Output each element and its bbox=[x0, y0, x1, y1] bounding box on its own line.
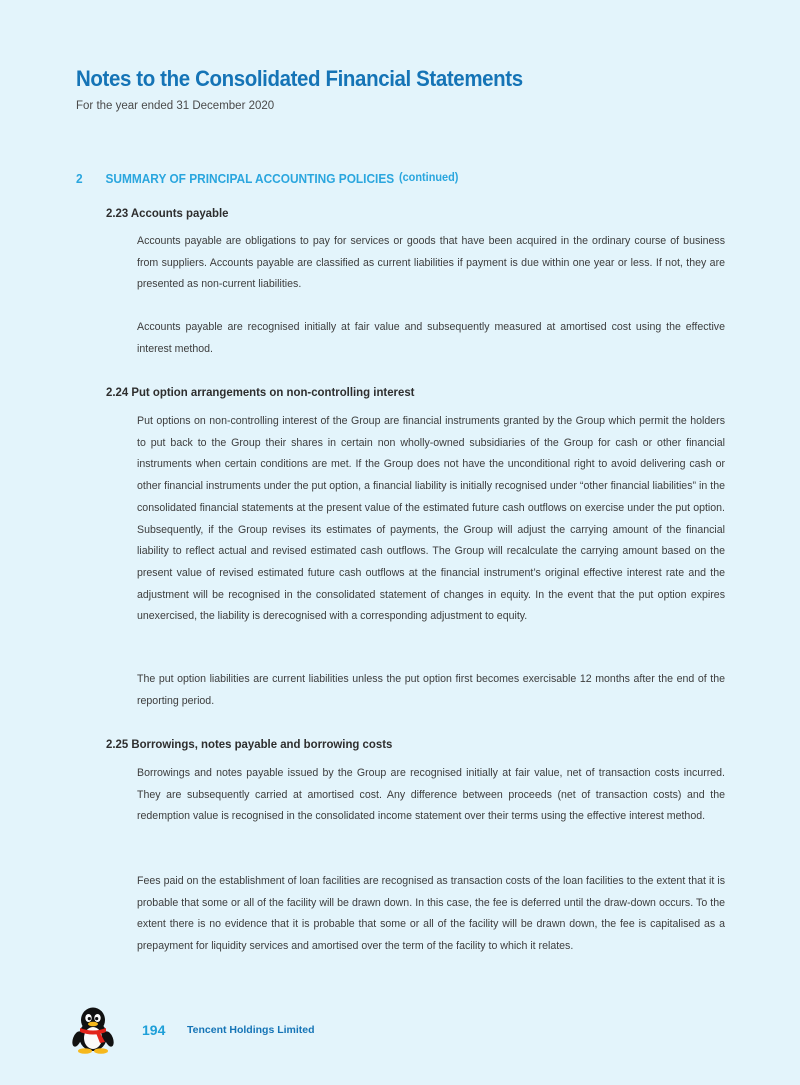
qq-penguin-icon bbox=[72, 1006, 114, 1054]
company-name: Tencent Holdings Limited bbox=[187, 1024, 315, 1036]
paragraph-2-23-1: Accounts payable are obligations to pay for services or goods that have been acquired in the ordinary course of business from suppliers. Accounts payable are classified as current liabilities if payment is due within one year or less. If not, they are presented as non-current liabilities. bbox=[137, 235, 725, 291]
paragraph-2-23-2: Accounts payable are recognised initially at fair value and subsequently measured at amortised cost using the effective interest method. bbox=[137, 321, 725, 355]
subsection-heading-2-23: 2.23 Accounts payable bbox=[106, 206, 229, 220]
section-continued-label: (continued) bbox=[398, 172, 459, 184]
page-number: 194 bbox=[142, 1022, 166, 1038]
subsection-heading-2-25: 2.25 Borrowings, notes payable and borrowing costs bbox=[106, 737, 393, 751]
section-number: 2 bbox=[76, 172, 83, 186]
page-title: Notes to the Consolidated Financial Statements bbox=[76, 66, 523, 91]
paragraph-2-25-2: Fees paid on the establishment of loan facilities are recognised as transaction costs of the loan facilities to the extent that it is probable that some or all of the facility will be drawn down. In this case, the fee is deferred until the draw-down occurs. To the extent there is no evidence that it is probable that some or all of the facility will be drawn down, the fee is capitalised as a prepayment for liquidity services and amortised over the term of the facility to which it relates. bbox=[137, 875, 725, 953]
page-subtitle: For the year ended 31 December 2020 bbox=[76, 100, 275, 112]
paragraph-2-25-1: Borrowings and notes payable issued by the Group are recognised initially at fair value, net of transaction costs incurred. They are subsequently carried at amortised cost. Any difference between proceeds (net of transaction costs) and the redemption value is recognised in the consolidated income statement over their terms using the effective interest method. bbox=[137, 767, 725, 823]
paragraph-2-24-2: The put option liabilities are current liabilities unless the put option first becomes exercisable 12 months after the end of the reporting period. bbox=[137, 673, 725, 707]
paragraph-2-24-1: Put options on non-controlling interest of the Group are financial instruments granted by the Group which permit the holders to put back to the Group their shares in certain non wholly-owned subsidiaries of the Group for cash or other financial instruments when certain conditions are met. If the Group does not have the unconditional right to avoid delivering cash or other financial instruments under the put option, a financial liability is initially recognised under “other financial liabilities” in the consolidated financial statements at the present value of the estimated future cash outflows on exercise under the put option. Subsequently, if the Group revises its estimates of payments, the Group will adjust the carrying amount of the financial liability to reflect actual and revised estimated cash outflows. The Group will recalculate the carrying amount based on the present value of revised estimated future cash outflows at the financial instrument’s original effective interest rate and the adjustment will be recognised in the consolidated statement of changes in equity. In the event that the put option expires unexercised, the liability is derecognised with a corresponding adjustment to equity. bbox=[137, 415, 725, 623]
subsection-heading-2-24: 2.24 Put option arrangements on non-controlling interest bbox=[106, 385, 415, 399]
section-title: SUMMARY OF PRINCIPAL ACCOUNTING POLICIES bbox=[105, 172, 395, 186]
section-heading bbox=[76, 172, 458, 186]
